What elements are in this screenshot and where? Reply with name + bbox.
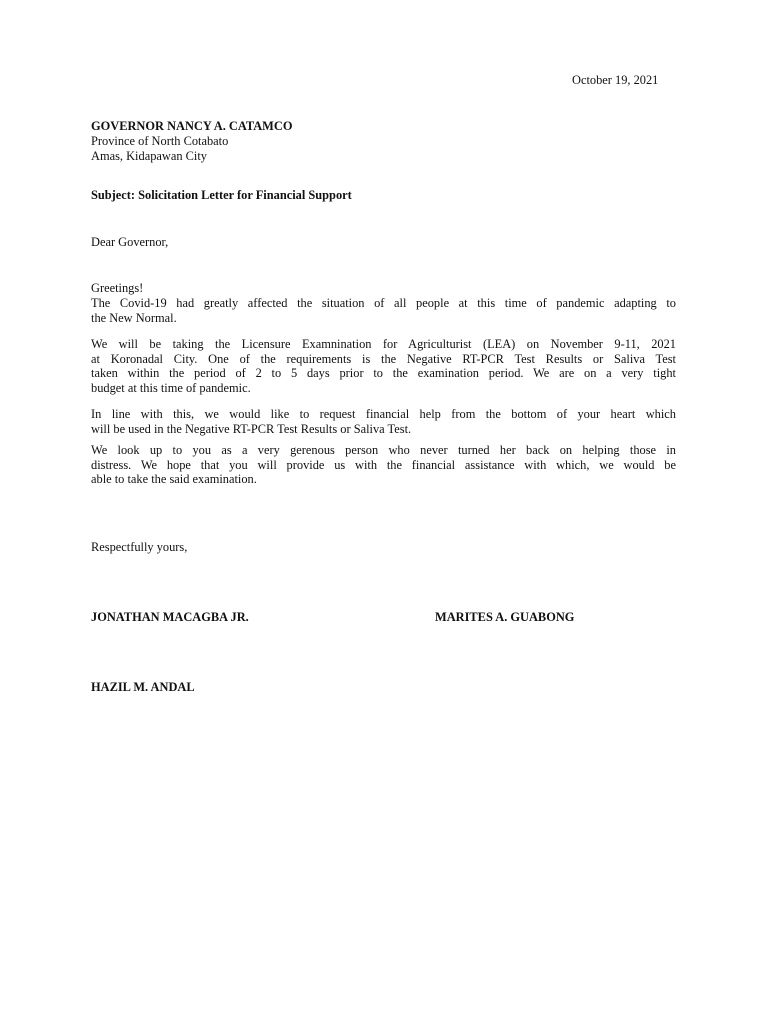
paragraph-line: the New Normal. — [91, 310, 177, 325]
letter-subject: Subject: Solicitation Letter for Financial Support — [91, 188, 352, 202]
paragraph-4 — [91, 443, 676, 487]
paragraph-line: In line with this, we would like to request financial help from the bottom of your heart which — [91, 407, 676, 421]
recipient-address: Amas, Kidapawan City — [91, 149, 207, 163]
signatory-1: JONATHAN MACAGBA JR. — [91, 610, 249, 624]
paragraph-line: budget at this time of pandemic. — [91, 380, 251, 395]
paragraph-line: will be used in the Negative RT-PCR Test Results or Saliva Test. — [91, 421, 412, 436]
signatory-3: HAZIL M. ANDAL — [91, 680, 195, 694]
greeting: Greetings! — [91, 281, 144, 295]
paragraph-1 — [91, 296, 676, 325]
paragraph-line: We will be taking the Licensure Examnination for Agriculturist (LEA) on November 9-11, 2021 — [91, 337, 676, 351]
paragraph-line: The Covid-19 had greatly affected the situation of all people at this time of pandemic adapting to — [91, 296, 676, 310]
paragraph-3 — [91, 407, 676, 436]
paragraph-line: distress. We hope that you will provide us with the financial assistance with which, we would be — [91, 457, 676, 472]
paragraph-line: We look up to you as a very gerenous person who never turned her back on helping those in — [91, 443, 676, 457]
paragraph-line: taken within the period of 2 to 5 days prior to the examination period. We are on a very tight — [91, 366, 676, 381]
salutation: Dear Governor, — [91, 235, 169, 249]
closing: Respectfully yours, — [91, 540, 188, 554]
paragraph-line: at Koronadal City. One of the requirements is the Negative RT-PCR Test Results or Saliva Test — [91, 351, 676, 366]
paragraph-line: able to take the said examination. — [91, 472, 257, 487]
signatory-2: MARITES A. GUABONG — [435, 610, 575, 624]
recipient-name: GOVERNOR NANCY A. CATAMCO — [91, 119, 293, 133]
recipient-province: Province of North Cotabato — [91, 134, 229, 148]
paragraph-2 — [91, 337, 676, 395]
letter-date: October 19, 2021 — [572, 73, 659, 87]
